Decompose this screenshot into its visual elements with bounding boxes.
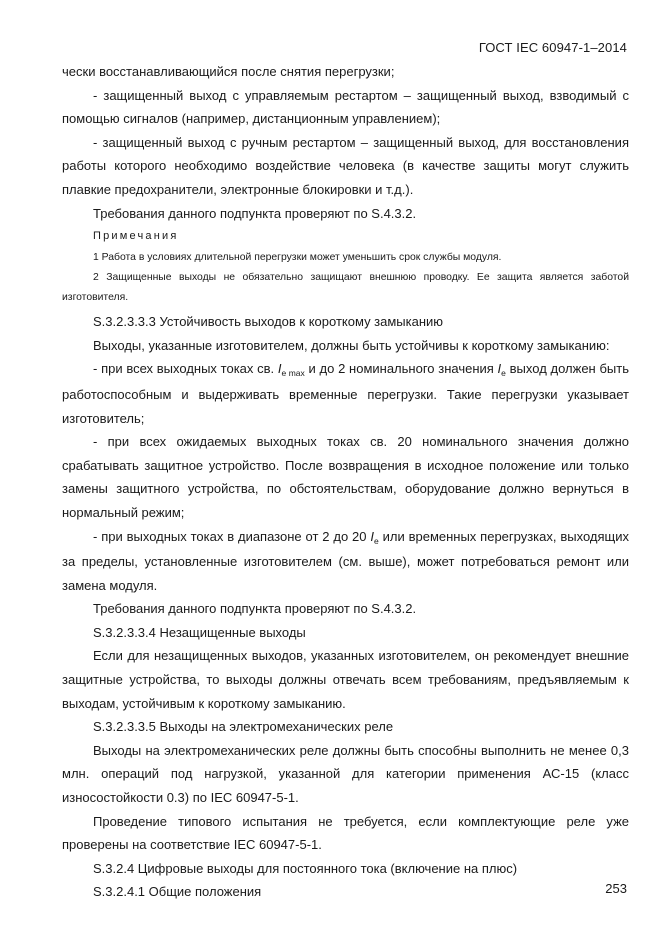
paragraph-verification-1: Требования данного подпункта проверяют по S.4.3.2. <box>93 205 417 221</box>
paragraph-unprotected-outputs: Если для незащищенных выходов, указанных изготовителем, он рекомендует внешние защитные устройства, то выходы должны отвечать всем требованиям, предъявляемым к выходам, устойчивым к короткому замыканию. <box>62 648 629 711</box>
notes-heading: Примечания <box>93 230 179 243</box>
document-body <box>62 60 629 904</box>
current-symbol: I <box>497 361 502 377</box>
text-fragment: - при выходных токах в диапазоне от 2 до 20 <box>93 528 371 544</box>
current-subscript: e <box>374 535 379 546</box>
paragraph-type-test: Проведение типового испытания не требуется, если комплектующие реле уже проверены на соответствие IEC 60947-5-1. <box>62 813 629 853</box>
text-fragment: выход должен быть работоспособным и выдерживать временные перегрузки. Такие перегрузки указывает изготовитель; <box>62 361 629 426</box>
current-subscript: e <box>501 368 506 379</box>
note-1: 1 Работа в условиях длительной перегрузки может уменьшить срок службы модуля. <box>93 252 502 264</box>
current-symbol: I <box>370 528 374 544</box>
section-heading-unprotected: S.3.2.3.3.4 Незащищенные выходы <box>93 624 306 640</box>
paragraph-continuation: чески восстанавливающийся после снятия перегрузки; <box>62 64 395 79</box>
section-heading-digital-dc-outputs: S.3.2.4 Цифровые выходы для постоянного тока (включение на плюс) <box>93 860 518 876</box>
paragraph-short-circuit-intro: Выходы, указанные изготовителем, должны быть устойчивы к короткому замыканию: <box>93 337 610 353</box>
text-fragment: или временных перегрузках, выходящих за пределы, установленные изготовителем (см. выше), может потребоваться ремонт или замена модуля. <box>62 528 629 593</box>
paragraph-verification-2: Требования данного подпункта проверяют по S.4.3.2. <box>93 601 417 617</box>
page-header-standard: ГОСТ IEC 60947-1–2014 <box>478 40 627 55</box>
paragraph-controlled-restart: - защищенный выход с управляемым рестартом – защищенный выход, взводимый с помощью сигналов (например, дистанционным управлением); <box>62 87 629 127</box>
text-fragment: - при всех выходных токах св. <box>93 361 278 377</box>
page-number: 253 <box>605 881 627 896</box>
note-2: 2 Защищенные выходы не обязательно защищают внешнюю проводку. Ее защита является заботой изготовителя. <box>62 272 629 304</box>
section-heading-short-circuit: S.3.2.3.3.3 Устойчивость выходов к короткому замыканию <box>93 314 444 330</box>
paragraph-current-range-2: - при всех ожидаемых выходных токах св. 20 номинального значения должно срабатывать защитное устройство. После возвращения в исходное положение или только замены защитного устройства, по обстоятельствам, оборудование должно вернуться в нормальный режим; <box>62 434 629 520</box>
current-symbol: I <box>277 361 282 377</box>
paragraph-relay-durability: Выходы на электромеханических реле должны быть способны выполнить не менее 0,3 млн. операций под нагрузкой, указанной для категории применения АС-15 (класс износостойкости 0.3) по IEC 60947-5-1. <box>62 742 629 806</box>
text-fragment: и до 2 номинального значения <box>304 361 498 377</box>
current-subscript: e max <box>281 368 305 379</box>
section-heading-general: S.3.2.4.1 Общие положения <box>93 884 262 900</box>
section-heading-relay-outputs: S.3.2.3.3.5 Выходы на электромеханических реле <box>93 719 394 735</box>
paragraph-current-range-1 <box>62 357 629 430</box>
paragraph-current-range-3 <box>62 525 629 598</box>
paragraph-manual-restart: - защищенный выход с ручным рестартом – защищенный выход, для восстановления работы которого необходимо воздействие человека (в качестве защиты могут служить плавкие предохранители, электронные блокировки и т.д.). <box>62 134 629 197</box>
